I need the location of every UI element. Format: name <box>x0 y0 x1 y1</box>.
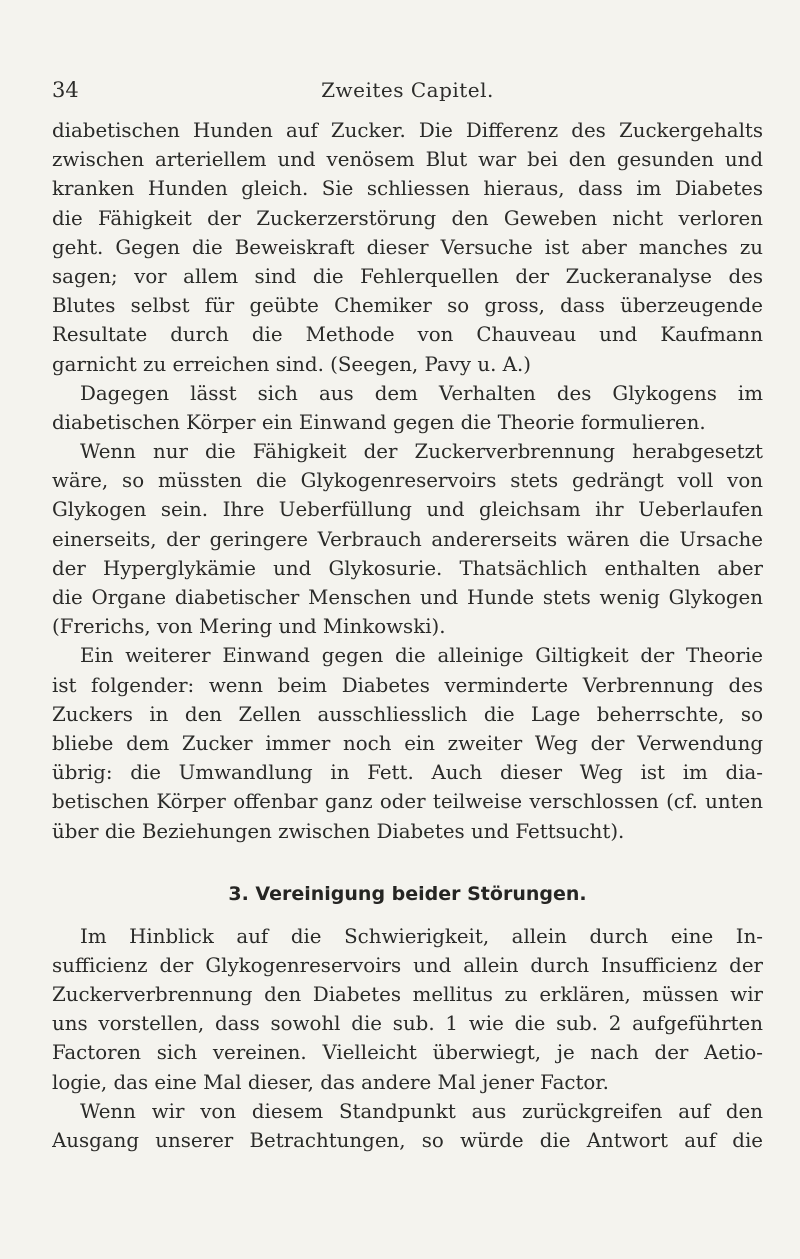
text-line: Glykogen sein. Ihre Ueberfüllung und gleichsam ihr Ueberlaufen <box>52 498 763 522</box>
text-line: uns vorstellen, dass sowohl die sub. 1 wie die sub. 2 aufgeführten <box>52 1012 763 1036</box>
body-text <box>52 116 763 1155</box>
text-line: Resultate durch die Methode von Chauveau und Kaufmann <box>52 323 763 347</box>
text-line: Wenn nur die Fähigkeit der Zuckerverbrennung herabgesetzt <box>80 440 763 464</box>
text-line: Zuckerverbrennung den Diabetes mellitus zu erklären, müssen wir <box>52 983 763 1007</box>
text-line: Zuckers in den Zellen ausschliesslich die Lage beherrschte, so <box>52 702 763 726</box>
text-line: (Frerichs, von Mering und Minkowski). <box>52 615 446 639</box>
text-line: sufficienz der Glykogenreservoirs und allein durch Insufficienz der <box>52 953 763 977</box>
text-line: übrig: die Umwandlung in Fett. Auch dieser Weg ist im dia- <box>52 761 763 785</box>
text-line: logie, das eine Mal dieser, das andere Mal jener Factor. <box>52 1070 609 1094</box>
page-number: 34 <box>52 78 79 102</box>
text-line: über die Beziehungen zwischen Diabetes und Fettsucht). <box>52 819 625 843</box>
section-title: 3. Vereinigung beider Störungen. <box>228 882 587 905</box>
text-line: ist folgender: wenn beim Diabetes verminderte Verbrennung des <box>52 673 763 697</box>
text-line: Wenn wir von diesem Standpunkt aus zurückgreifen auf den <box>80 1099 763 1123</box>
text-line: Factoren sich vereinen. Vielleicht überwiegt, je nach der Aetio- <box>52 1041 763 1065</box>
text-line: die Organe diabetischer Menschen und Hunde stets wenig Glykogen <box>52 586 763 609</box>
text-line: Ausgang unserer Betrachtungen, so würde die Antwort auf die <box>52 1129 763 1152</box>
running-title: Zweites Capitel. <box>321 78 494 102</box>
text-line: Ein weiterer Einwand gegen die alleinige Giltigkeit der Theorie <box>80 644 763 668</box>
text-line: Im Hinblick auf die Schwierigkeit, allein durch eine In- <box>80 924 763 948</box>
text-line: diabetischen Körper ein Einwand gegen die Theorie formulieren. <box>52 410 706 434</box>
paragraphs-after-section <box>52 922 763 1156</box>
text-line: diabetischen Hunden auf Zucker. Die Differenz des Zuckergehalts <box>52 119 763 142</box>
text-line: einerseits, der geringere Verbrauch andererseits wären die Ursache <box>52 527 763 551</box>
text-line: kranken Hunden gleich. Sie schliessen hieraus, dass im Diabetes <box>52 177 763 201</box>
page-header <box>52 78 763 108</box>
text-line: Blutes selbst für geübte Chemiker so gross, dass überzeugende <box>52 294 763 318</box>
text-line: wäre, so müssten die Glykogenreservoirs stets gedrängt voll von <box>52 469 763 493</box>
text-line: sagen; vor allem sind die Fehlerquellen der Zuckeranalyse des <box>52 264 763 288</box>
text-line: zwischen arteriellem und venösem Blut war bei den gesunden und <box>52 148 763 172</box>
text-line: die Fähigkeit der Zuckerzerstörung den Geweben nicht verloren <box>52 206 763 230</box>
text-line: garnicht zu erreichen sind. (Seegen, Pavy u. A.) <box>52 352 531 376</box>
text-line: der Hyperglykämie und Glykosurie. Thatsächlich enthalten aber <box>52 556 763 580</box>
text-line: geht. Gegen die Beweiskraft dieser Versuche ist aber manches zu <box>52 235 763 259</box>
paragraphs-before-section <box>52 116 763 846</box>
text-line: bliebe dem Zucker immer noch ein zweiter Weg der Verwendung <box>52 731 763 755</box>
text-line: betischen Körper offenbar ganz oder teilweise verschlossen (cf. unten <box>52 790 763 814</box>
text-line: Dagegen lässt sich aus dem Verhalten des Glykogens im <box>80 381 763 405</box>
